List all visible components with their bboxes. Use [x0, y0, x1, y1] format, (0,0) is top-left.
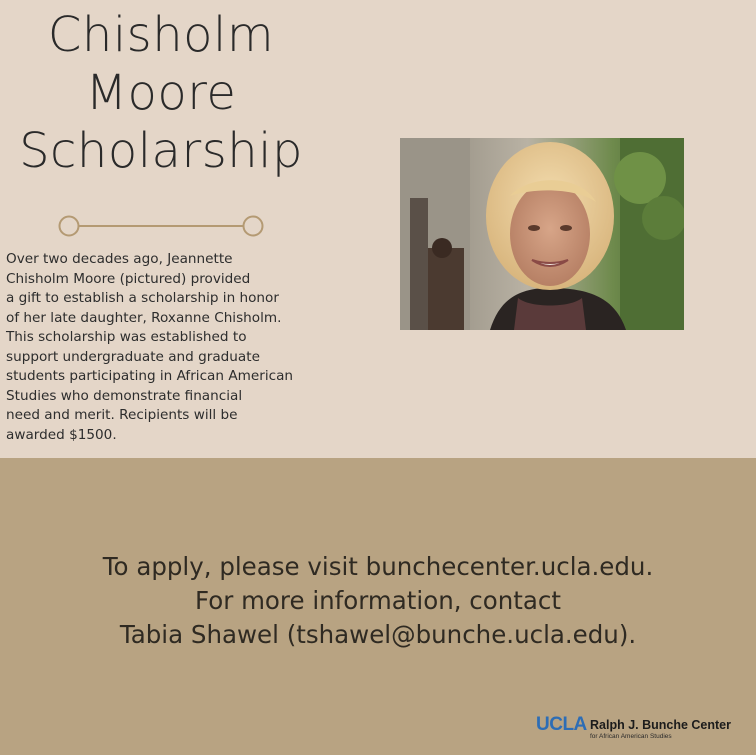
- description-line: Studies who demonstrate financial: [6, 387, 243, 404]
- title-line-2: Moore: [85, 65, 237, 121]
- bottom-section: [0, 458, 756, 755]
- description-line: awarded $1500.: [6, 426, 117, 443]
- divider-left-circle: [60, 217, 79, 236]
- description-line: students participating in African American: [6, 368, 294, 384]
- center-subtitle: for African American Studies: [590, 733, 672, 740]
- apply-line-1: To apply, please visit bunchecenter.ucla.edu.: [102, 552, 654, 581]
- page-title: [0, 6, 322, 180]
- portrait-illustration: [400, 138, 684, 330]
- description-line: of her late daughter, Roxanne Chisholm.: [6, 309, 282, 326]
- description-line: Chisholm Moore (pictured) provided: [6, 270, 251, 287]
- apply-line-3: Tabia Shawel (tshawel@bunche.ucla.edu).: [119, 620, 637, 649]
- ornament-divider: [58, 214, 264, 238]
- description-line: This scholarship was established to: [6, 329, 247, 345]
- scholarship-description: [6, 250, 324, 445]
- ucla-wordmark: UCLA: [536, 714, 587, 735]
- description-line: Over two decades ago, Jeannette: [6, 251, 233, 267]
- description-line: support undergraduate and graduate: [6, 348, 260, 365]
- portrait-photo: [400, 138, 684, 330]
- center-name: Ralph J. Bunche Center: [590, 718, 731, 732]
- title-line-3: Scholarship: [19, 123, 303, 179]
- divider-right-circle: [244, 217, 263, 236]
- description-line: a gift to establish a scholarship in honor: [6, 290, 279, 306]
- title-line-1: Chisholm: [47, 7, 275, 63]
- apply-info: [0, 550, 756, 652]
- apply-line-2: For more information, contact: [195, 586, 561, 615]
- bunche-center-logo: [536, 714, 746, 744]
- description-line: need and merit. Recipients will be: [6, 407, 238, 423]
